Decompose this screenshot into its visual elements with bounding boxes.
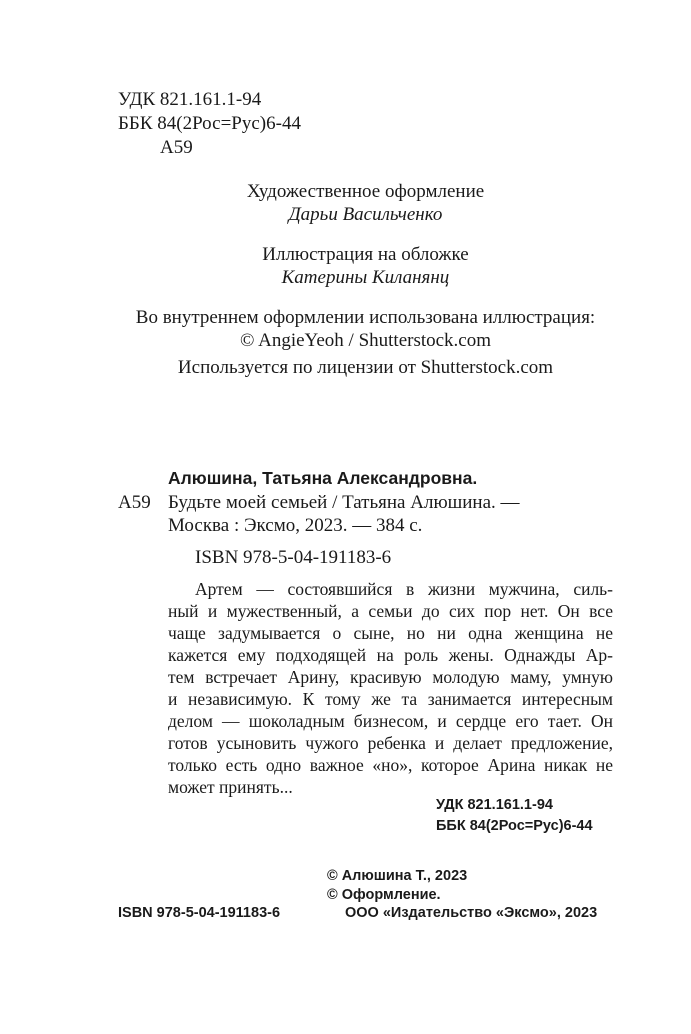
abstract-line: делом — шоколадным бизнесом, и сердце его тает. Он	[168, 711, 613, 731]
design-credit-name: Дарьи Васильченко	[288, 204, 443, 225]
udk-code-top: УДК 821.161.1-94	[118, 89, 262, 110]
abstract-line: может принять...	[168, 777, 293, 797]
record-title-line: Будьте моей семьей / Татьяна Алюшина. —	[168, 492, 520, 513]
interior-credit-label: Во внутреннем оформлении использована иллюстрация:	[135, 307, 596, 328]
abstract-line: ный и мужественный, а семьи до сих пор нет. Он все	[168, 601, 613, 621]
record-author-mark: А59	[118, 492, 151, 513]
bbk-code-top: ББК 84(2Рос=Рус)6-44	[118, 113, 301, 134]
abstract-paragraph	[168, 578, 613, 798]
cover-credit-label: Иллюстрация на обложке	[262, 244, 469, 265]
udk-code-footer: УДК 821.161.1-94	[436, 797, 553, 813]
abstract-line: кажется ему подходящей на роль жены. Однажды Ар-	[168, 645, 613, 665]
design-credit-label: Художественное оформление	[246, 181, 485, 202]
record-publication-line: Москва : Эксмо, 2023. — 384 с.	[168, 515, 423, 536]
publisher-copyright: ООО «Издательство «Эксмо», 2023	[345, 905, 598, 921]
isbn-footer: ISBN 978-5-04-191183-6	[118, 905, 281, 921]
copyright-author: © Алюшина Т., 2023	[327, 868, 468, 884]
license-note: Используется по лицензии от Shutterstock.com	[177, 357, 554, 378]
abstract-line: и независимую. К тому же та занимается интересным	[168, 689, 613, 709]
cover-credit-name: Катерины Киланянц	[281, 267, 450, 288]
abstract-line: чаще задумывается о сыне, но ни одна женщина не	[168, 623, 613, 643]
copyright-design: © Оформление.	[327, 887, 441, 903]
author-mark-top: А59	[160, 137, 193, 158]
record-isbn: ISBN 978-5-04-191183-6	[195, 547, 392, 568]
abstract-line: готов усыновить чужого ребенка и делает предложение,	[168, 733, 613, 753]
abstract-line: только есть одно важное «но», которое Арина никак не	[168, 755, 613, 775]
abstract-line: Артем — состоявшийся в жизни мужчина, силь-	[195, 579, 613, 599]
record-author: Алюшина, Татьяна Александровна.	[168, 468, 478, 488]
abstract-line: тем встречает Арину, красивую молодую маму, умную	[168, 667, 613, 687]
bbk-code-footer: ББК 84(2Рос=Рус)6-44	[436, 818, 593, 834]
interior-credit-source: © AngieYeoh / Shutterstock.com	[239, 330, 492, 351]
